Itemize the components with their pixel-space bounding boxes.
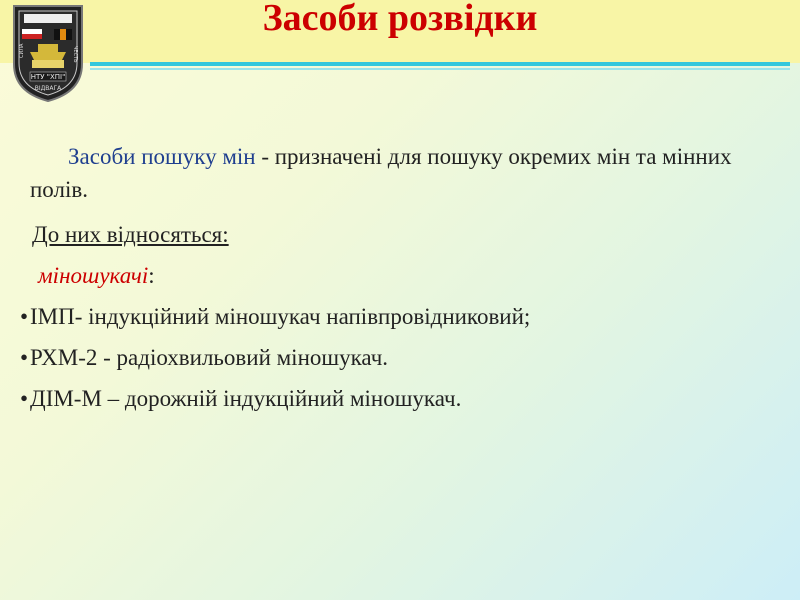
list-item bbox=[20, 341, 780, 374]
header-divider-secondary bbox=[90, 68, 790, 70]
mine-detector-list bbox=[20, 300, 780, 415]
svg-text:СИЛА: СИЛА bbox=[19, 43, 25, 58]
bullet-icon: • bbox=[20, 386, 29, 411]
list-item bbox=[20, 300, 780, 333]
mine-search-term: Засоби пошуку мін bbox=[68, 144, 256, 169]
mine-detectors-term: міношукачі bbox=[38, 263, 149, 288]
university-emblem-logo bbox=[8, 2, 88, 104]
mine-detectors-label bbox=[38, 259, 780, 292]
list-item-text: ІМП- індукційний міношукач напівпровідниковий; bbox=[30, 304, 531, 329]
mine-detectors-colon: : bbox=[148, 263, 155, 288]
list-item-text: ДІМ-М – дорожній індукційний міношукач. bbox=[30, 386, 462, 411]
svg-text:ВІДВАГА: ВІДВАГА bbox=[34, 85, 62, 92]
intro-paragraph bbox=[30, 140, 780, 206]
list-item-text: РХМ-2 - радіохвильовий міношукач. bbox=[30, 345, 389, 370]
svg-text:НТУ "ХПІ": НТУ "ХПІ" bbox=[30, 73, 66, 81]
slide-content bbox=[20, 140, 780, 423]
bullet-icon: • bbox=[20, 304, 29, 329]
slide-title: Засоби розвідки bbox=[262, 0, 538, 39]
includes-heading: До них відносяться: bbox=[32, 222, 229, 247]
bullet-icon: • bbox=[20, 345, 29, 370]
header-divider bbox=[90, 62, 790, 66]
list-item bbox=[20, 382, 780, 415]
svg-text:ЧЕСТЬ: ЧЕСТЬ bbox=[72, 46, 78, 63]
intro-description: - призначені для пошуку окремих мін та мінних полів. bbox=[30, 144, 732, 202]
